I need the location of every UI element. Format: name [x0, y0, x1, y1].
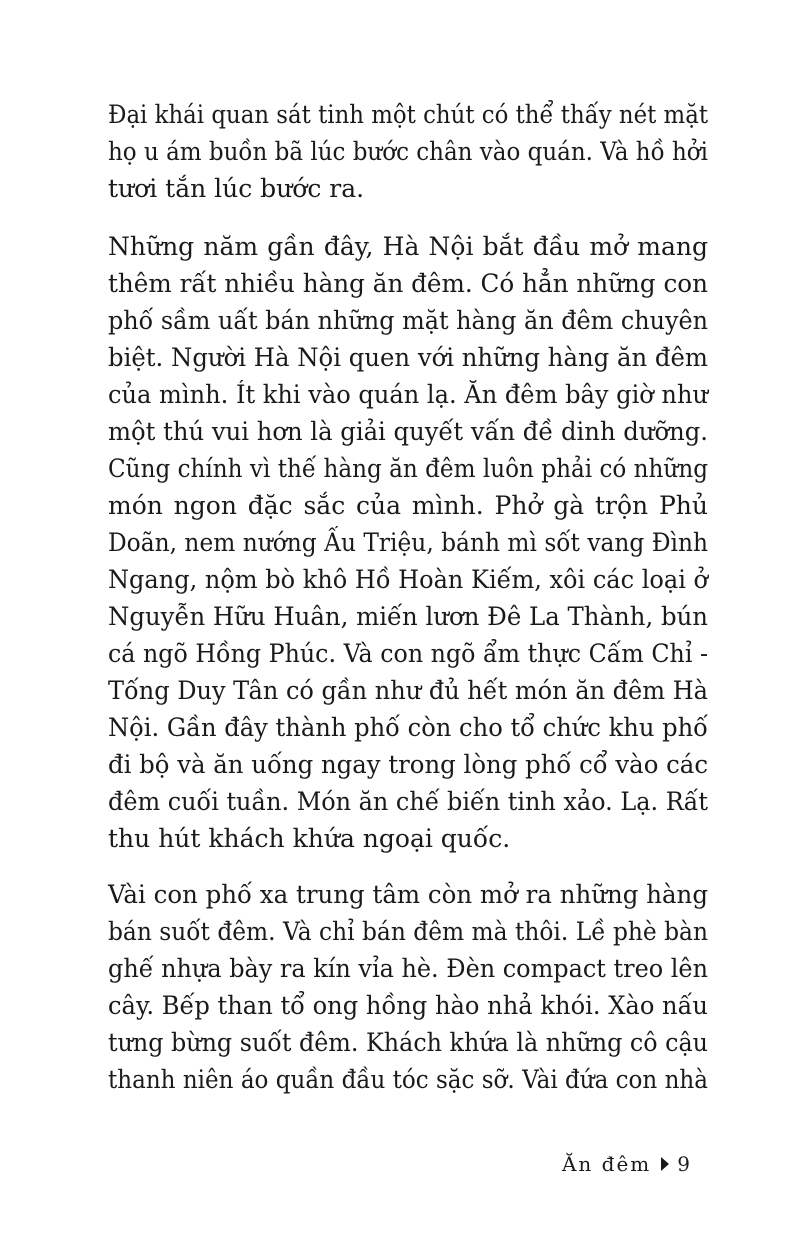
text-line: Nội. Gần đây thành phố còn cho tổ chức khu phố: [108, 713, 708, 742]
text-line: món ngon đặc sắc của mình. Phở gà trộn Phủ: [108, 491, 708, 520]
paragraph-3: [108, 876, 708, 1098]
text-line: Doãn, nem nướng Ấu Triệu, bánh mì sốt vang Đình: [108, 528, 708, 557]
text-line: biệt. Người Hà Nội quen với những hàng ăn đêm: [108, 343, 708, 372]
chapter-title: Ăn đêm: [561, 1152, 652, 1176]
paragraph-2: [108, 228, 708, 857]
text-line: đi bộ và ăn uống ngay trong lòng phố cổ vào các: [108, 750, 708, 779]
text-line: Tống Duy Tân có gần như đủ hết món ăn đêm Hà: [108, 676, 708, 705]
text-line: thu hút khách khứa ngoại quốc.: [108, 824, 511, 853]
text-line: tưng bừng suốt đêm. Khách khứa là những cô cậu: [108, 1028, 708, 1057]
page-footer: [562, 1152, 692, 1176]
text-line: Ngang, nộm bò khô Hồ Hoàn Kiếm, xôi các loại ở: [108, 565, 708, 594]
page-number: 9: [677, 1152, 692, 1176]
text-line: Cũng chính vì thế hàng ăn đêm luôn phải có những: [108, 454, 708, 483]
text-line: Đại khái quan sát tinh một chút có thể thấy nét mặt: [108, 100, 708, 129]
text-line: một thú vui hơn là giải quyết vấn đề dinh dưỡng.: [108, 417, 708, 446]
text-line: đêm cuối tuần. Món ăn chế biến tinh xảo. Lạ. Rất: [108, 787, 708, 816]
text-line: thanh niên áo quần đầu tóc sặc sỡ. Vài đứa con nhà: [108, 1065, 708, 1094]
text-line: tươi tắn lúc bước ra.: [108, 174, 365, 203]
text-line: Nguyễn Hữu Huân, miến lươn Đê La Thành, bún: [108, 602, 708, 631]
text-line: họ u ám buồn bã lúc bước chân vào quán. Và hồ hởi: [108, 137, 708, 166]
text-line: cây. Bếp than tổ ong hồng hào nhả khói. Xào nấu: [108, 991, 708, 1020]
text-line: bán suốt đêm. Và chỉ bán đêm mà thôi. Lề phè bàn: [108, 917, 708, 946]
right-triangle-icon: [661, 1157, 669, 1171]
paragraph-1: [108, 96, 708, 207]
text-line: ghế nhựa bày ra kín vỉa hè. Đèn compact treo lên: [108, 954, 708, 983]
text-line: cá ngõ Hồng Phúc. Và con ngõ ẩm thực Cấm Chỉ -: [108, 639, 708, 668]
text-line: thêm rất nhiều hàng ăn đêm. Có hẳn những con: [108, 269, 708, 298]
text-line: phố sầm uất bán những mặt hàng ăn đêm chuyên: [108, 306, 708, 335]
text-line: của mình. Ít khi vào quán lạ. Ăn đêm bây giờ như: [108, 380, 708, 409]
text-line: Những năm gần đây, Hà Nội bắt đầu mở mang: [108, 232, 708, 261]
text-line: Vài con phố xa trung tâm còn mở ra những hàng: [108, 880, 708, 909]
